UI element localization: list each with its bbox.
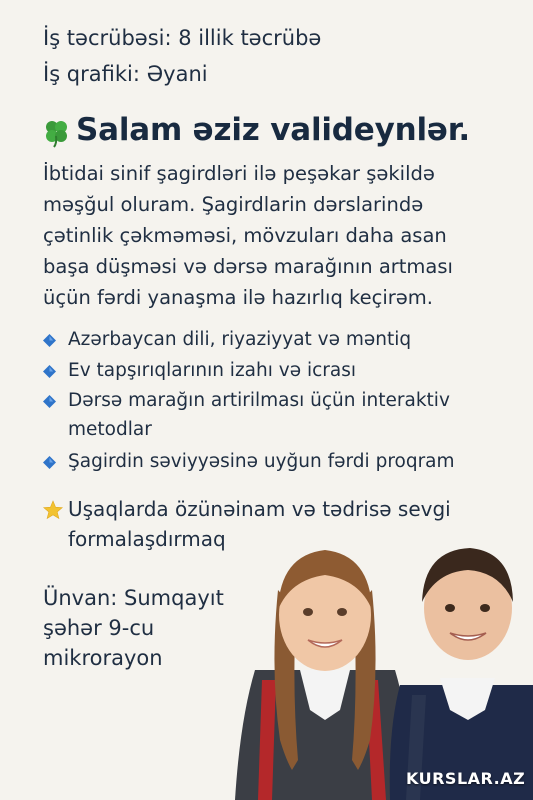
address-block [43,583,224,673]
watermark-logo: KURSLAR.AZ [406,769,526,788]
schoolchildren-photo [200,520,533,800]
experience-text: İş təcrübəsi: 8 illik təcrübə [43,26,322,50]
blue-diamond-icon [43,334,56,347]
greeting-heading: Salam əziz valideynlər. [76,112,470,148]
goal-line: Uşaqlarda özünəinam və tədrisə sevgi [68,497,451,521]
blue-diamond-icon [43,456,56,469]
service-label: Azərbaycan dili, riyaziyyat və məntiq [68,329,412,350]
service-label: Dərsə marağın artirilması üçün interaktiv [68,390,450,411]
service-label: Şagirdin səviyyəsinə uyğun fərdi proqram [68,451,455,472]
intro-line: məşğul oluram. Şagirdlarin dərslarində [43,193,424,216]
schedule-text: İş qrafiki: Əyani [43,62,208,86]
intro-line: üçün fərdi yanaşma ilə hazırlıq keçirəm. [43,286,433,309]
star-icon [43,500,63,520]
address-line: mikrorayon [43,646,163,670]
address-line: şəhər 9-cu [43,616,155,640]
service-label: Ev tapşırıqlarının izahı və icrası [68,360,356,381]
blue-diamond-icon [43,365,56,378]
four-leaf-clover-icon [43,118,69,148]
intro-line: başa düşməsi və dərsə marağının artması [43,255,453,278]
intro-line: çətinlik çəkməməsi, mövzuları daha asan [43,224,447,247]
blue-diamond-icon [43,395,56,408]
goal-line: formalaşdırmaq [68,527,226,551]
service-label-continued: metodlar [68,419,152,440]
intro-line: İbtidai sinif şagirdləri ilə peşəkar şəkildə [43,162,435,185]
address-line: Ünvan: Sumqayıt [43,586,224,610]
intro-paragraph [43,158,513,313]
